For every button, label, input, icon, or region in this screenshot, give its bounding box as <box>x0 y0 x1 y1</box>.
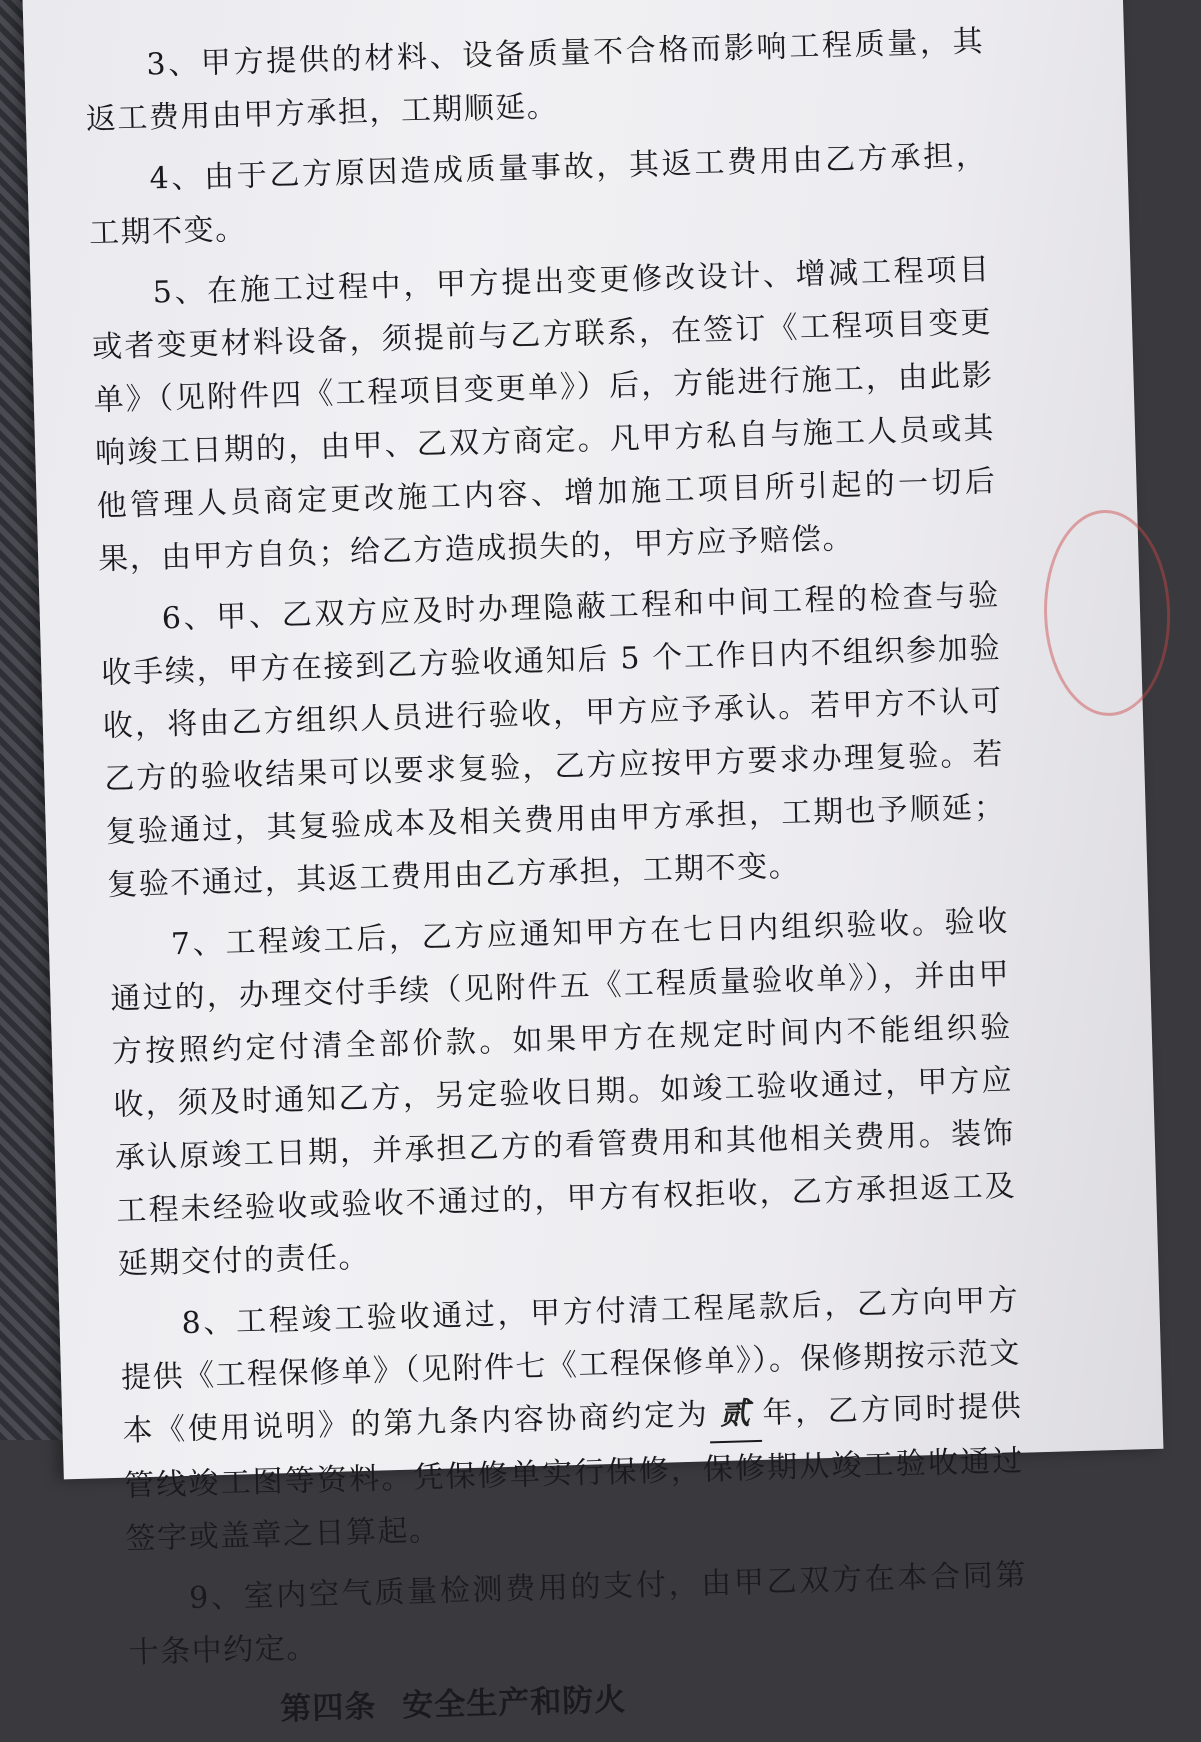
clause-6: 6、甲、乙双方应及时办理隐蔽工程和中间工程的检查与验收手续，甲方在接到乙方验收通知后 5 个工作日内不组织参加验收，将由乙方组织人员进行验收，甲方应予承认。若甲方不认可乙方的验收结果可以要求复验，乙方应按甲方要求办理复验。若复验通过，其复验成本及相关费用由甲方承担，工期也予顺延；复验不通过，其返工费用由乙方承担，工期不变。 <box>100 577 1006 903</box>
contract-page <box>22 0 1163 1728</box>
clause-5: 5、在施工过程中，甲方提出变更修改设计、增减工程项目或者变更材料设备，须提前与乙方联系，在签订《工程项目变更单》（见附件四《工程项目变更单》）后，方能进行施工，由此影响竣工日期的，由甲、乙双方商定。凡甲方私自与施工人员或其他管理人员商定更改施工内容、增加施工项目所引起的一切后果，由甲方自负；给乙方造成损失的，甲方应予赔偿。 <box>91 252 997 578</box>
clause-8-text-after: 年，乙方同时提供管线竣工图等资料。凭保修单实行保修，保修期从竣工验收通过签字或盖章之日算起。 <box>123 1388 1025 1557</box>
heading-article-number: 第四条 <box>279 1688 377 1728</box>
clause-8-text-before: 8、工程竣工验收通过，甲方付清工程尾款后，乙方向甲方提供《工程保修单》（见附件七《工程保修单》）。保修期按示范文本《使用说明》的第九条内容协商约定为 <box>120 1282 1022 1449</box>
warranty-years-handwritten: 贰 <box>709 1387 763 1443</box>
clause-9: 9、室内空气质量检测费用的支付，由甲乙双方在本合同第十条中约定。 <box>128 1557 1028 1671</box>
clause-8 <box>119 1274 1026 1566</box>
clause-4: 4、由于乙方原因造成质量事故，其返工费用由乙方承担，工期不变。 <box>88 138 988 252</box>
contract-text <box>84 15 1031 1740</box>
clause-7: 7、工程竣工后，乙方应通知甲方在七日内组织验收。验收通过的，办理交付手续（见附件五《工程质量验收单》），并由甲方按照约定付清全部价款。如果甲方在规定时间内不能组织验收，须及时通知乙方，另定验收日期。如竣工验收通过，甲方应承认原竣工日期，并承担乙方的看管费用和其他相关费用。装饰工程未经验收或验收不通过的，甲方有权拒收，乙方承担返工及延期交付的责任。 <box>110 903 1017 1282</box>
clause-3: 3、甲方提供的材料、设备质量不合格而影响工程质量，其返工费用由甲方承担，工期顺延。 <box>85 24 985 138</box>
heading-title: 安全生产和防火 <box>401 1681 627 1725</box>
red-seal-stamp <box>1041 508 1173 717</box>
